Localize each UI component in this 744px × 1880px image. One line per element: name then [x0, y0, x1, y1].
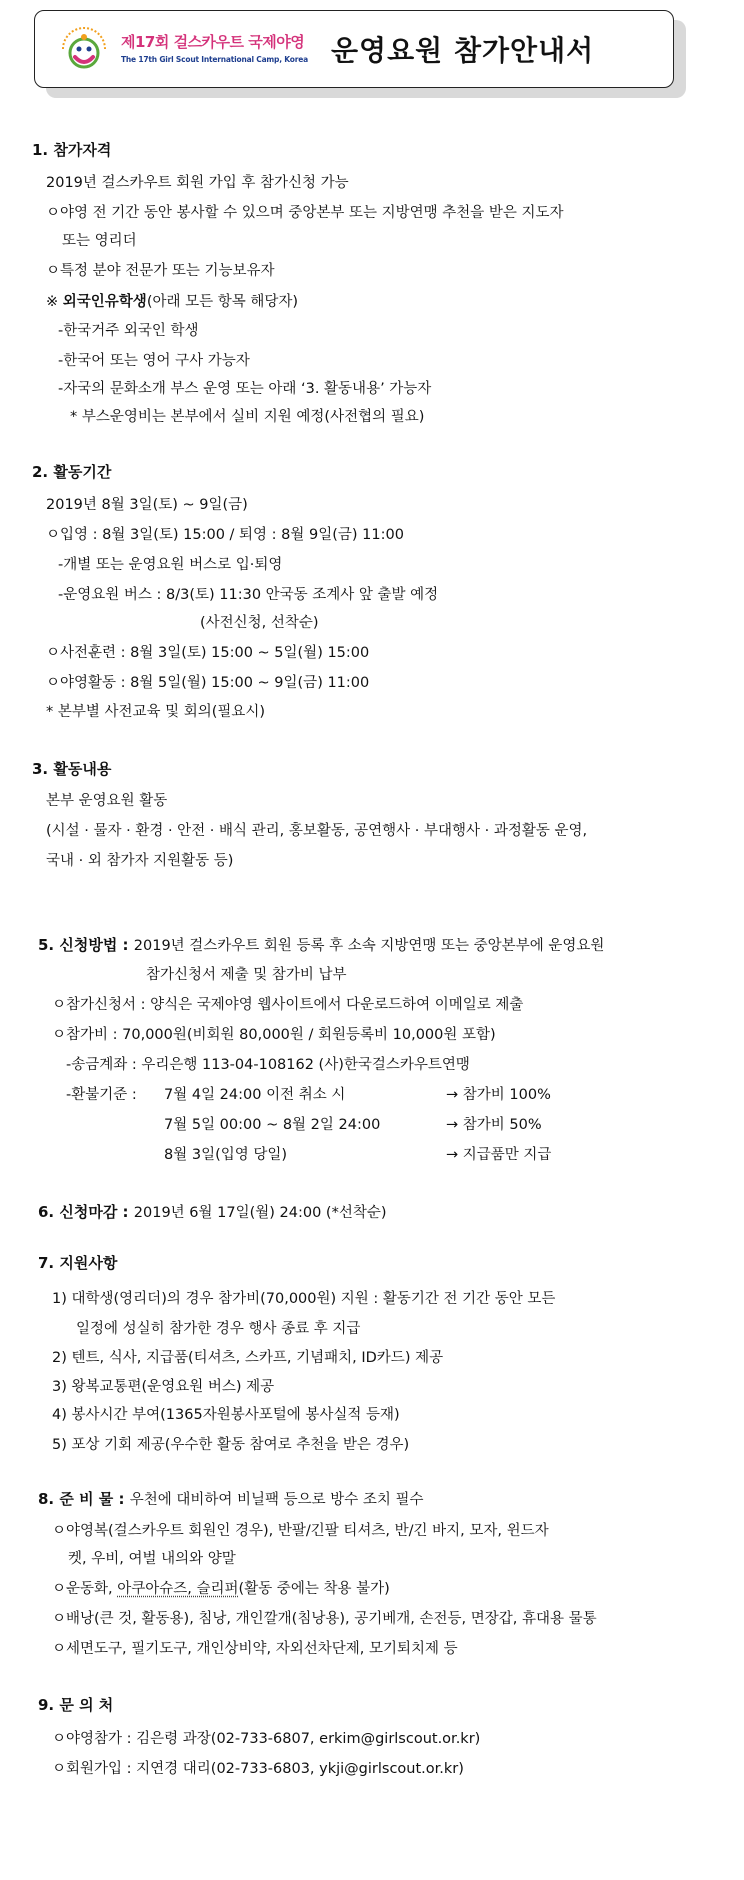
- s5-line: ㅇ참가비 : 70,000원(비회원 80,000원 / 회원등록비 10,000원 포함): [52, 1027, 496, 1043]
- refund-result: → 참가비 100%: [446, 1087, 551, 1103]
- s7-line: 3) 왕복교통편(운영요원 버스) 제공: [52, 1379, 275, 1395]
- s9-contact-membership: ㅇ회원가입 : 지연경 대리(02-733-6803, ykji@girlscout.or.kr): [52, 1761, 464, 1777]
- s2-line: ㅇ입영 : 8월 3일(토) 15:00 / 퇴영 : 8월 9일(금) 11:00: [46, 527, 404, 543]
- s3-line: (시설 · 물자 · 환경 · 안전 · 배식 관리, 홍보활동, 공연행사 · 부대행사 · 과정활동 운영,: [46, 823, 588, 839]
- s1-line: * 부스운영비는 본부에서 실비 지원 예정(사전협의 필요): [70, 409, 425, 425]
- s1-line: -자국의 문화소개 부스 운영 또는 아래 ‘3. 활동내용’ 가능자: [58, 381, 432, 397]
- section-9-heading: 9. 문 의 처: [38, 1696, 114, 1714]
- s1-foreign-students-line: [46, 293, 298, 311]
- s2-line: -운영요원 버스 : 8/3(토) 11:30 안국동 조계사 앞 출발 예정: [58, 587, 439, 603]
- s8-line: 켓, 우비, 여벌 내의와 양말: [68, 1551, 236, 1567]
- foreign-students-label: 외국인유학생: [62, 294, 147, 310]
- page-title: 운영요원 참가안내서: [331, 34, 595, 67]
- s8-line: ㅇ배낭(큰 것, 활동용), 침낭, 개인깔개(침낭용), 공기베개, 손전등, 면장갑, 휴대용 물통: [52, 1611, 597, 1627]
- logo-title: 제17회 걸스카우트 국제야영: [121, 33, 305, 51]
- s5-first-line: [38, 936, 604, 955]
- s3-line: 본부 운영요원 활동: [46, 793, 168, 809]
- s8-first-line: [38, 1490, 424, 1509]
- s1-line: ㅇ특정 분야 전문가 또는 기능보유자: [46, 263, 275, 279]
- s2-line: (사전신청, 선착순): [200, 615, 319, 631]
- s2-line: -개별 또는 운영요원 버스로 입·퇴영: [58, 557, 283, 573]
- s1-line: -한국어 또는 영어 구사 가능자: [58, 353, 250, 369]
- s7-line: 2) 텐트, 식사, 지급품(티셔츠, 스카프, 기념패치, ID카드) 제공: [52, 1350, 444, 1366]
- s8-line: ㅇ세면도구, 필기도구, 개인상비약, 자외선차단제, 모기퇴치제 등: [52, 1641, 458, 1657]
- s1-line: -한국거주 외국인 학생: [58, 323, 199, 339]
- header-box: [34, 10, 674, 88]
- s5-line: 참가신청서 제출 및 참가비 납부: [146, 967, 347, 983]
- section-5-heading: 5. 신청방법 :: [38, 936, 134, 954]
- camp-emblem-icon: [57, 23, 111, 77]
- refund-when: 8월 3일(입영 당일): [164, 1147, 288, 1163]
- s7-line: 1) 대학생(영리더)의 경우 참가비(70,000원) 지원 : 활동기간 전 기간 동안 모든: [52, 1291, 556, 1307]
- reference-mark: ※: [46, 294, 63, 310]
- s2-line: * 본부별 사전교육 및 회의(필요시): [46, 704, 266, 720]
- refund-label: -환불기준 :: [66, 1087, 137, 1103]
- s8-shoes-underlined: 아쿠아슈즈, 슬리퍼: [117, 1581, 239, 1597]
- s2-line: ㅇ야영활동 : 8월 5일(월) 15:00 ~ 9일(금) 11:00: [46, 675, 370, 691]
- section-6-heading: 6. 신청마감 :: [38, 1203, 134, 1221]
- s3-line: 국내 · 외 참가자 지원활동 등): [46, 853, 234, 869]
- s5-line: ㅇ참가신청서 : 양식은 국제야영 웹사이트에서 다운로드하여 이메일로 제출: [52, 997, 524, 1013]
- s9-contact-camp: ㅇ야영참가 : 김은령 과장(02-733-6807, erkim@girlscout.or.kr): [52, 1731, 481, 1747]
- s6-text: 2019년 6월 17일(월) 24:00 (*선착순): [133, 1205, 387, 1221]
- refund-when: 7월 4일 24:00 이전 취소 시: [164, 1087, 346, 1103]
- s8-intro: 우천에 대비하여 비닐팩 등으로 방수 조치 필수: [129, 1492, 424, 1508]
- section-3-heading: 3. 활동내용: [32, 760, 112, 778]
- refund-when: 7월 5일 00:00 ~ 8월 2일 24:00: [164, 1117, 381, 1133]
- s1-line: ㅇ야영 전 기간 동안 봉사할 수 있으며 중앙본부 또는 지방연맹 추천을 받은 지도자: [46, 205, 564, 221]
- section-7-heading: 7. 지원사항: [38, 1254, 118, 1272]
- s1-line: 또는 영리더: [62, 233, 137, 249]
- logo-subtitle: The 17th Girl Scout International Camp, Korea: [121, 55, 308, 64]
- s6-line: [38, 1203, 387, 1222]
- camp-logo: [51, 19, 311, 81]
- s7-line: 5) 포상 기회 제공(우수한 활동 참여로 추천을 받은 경우): [52, 1437, 410, 1453]
- s7-line: 4) 봉사시간 부여(1365자원봉사포털에 봉사실적 등재): [52, 1407, 400, 1423]
- s8-shoes-line: [52, 1580, 390, 1598]
- s7-line: 일정에 성실히 참가한 경우 행사 종료 후 지급: [76, 1321, 361, 1337]
- s8-shoes-text: ㅇ운동화,: [52, 1581, 118, 1597]
- s8-line: ㅇ야영복(걸스카우트 회원인 경우), 반팔/긴팔 티셔츠, 반/긴 바지, 모자, 윈드자: [52, 1523, 549, 1539]
- section-1-heading: 1. 참가자격: [32, 141, 112, 159]
- section-8-heading: 8. 준 비 물 :: [38, 1490, 130, 1508]
- s8-shoes-note: (활동 중에는 착용 불가): [238, 1581, 390, 1597]
- s1-line: 2019년 걸스카우트 회원 가입 후 참가신청 가능: [46, 175, 349, 191]
- refund-result: → 지급품만 지급: [446, 1147, 552, 1163]
- s5-text: 2019년 걸스카우트 회원 등록 후 소속 지방연맹 또는 중앙본부에 운영요원: [133, 938, 605, 954]
- section-2-heading: 2. 활동기간: [32, 463, 112, 481]
- refund-result: → 참가비 50%: [446, 1117, 542, 1133]
- s2-line: ㅇ사전훈련 : 8월 3일(토) 15:00 ~ 5일(월) 15:00: [46, 645, 370, 661]
- foreign-students-note: (아래 모든 항목 해당자): [146, 294, 299, 310]
- s2-line: 2019년 8월 3일(토) ~ 9일(금): [46, 497, 248, 513]
- s5-line: -송금계좌 : 우리은행 113-04-108162 (사)한국걸스카우트연맹: [66, 1057, 470, 1073]
